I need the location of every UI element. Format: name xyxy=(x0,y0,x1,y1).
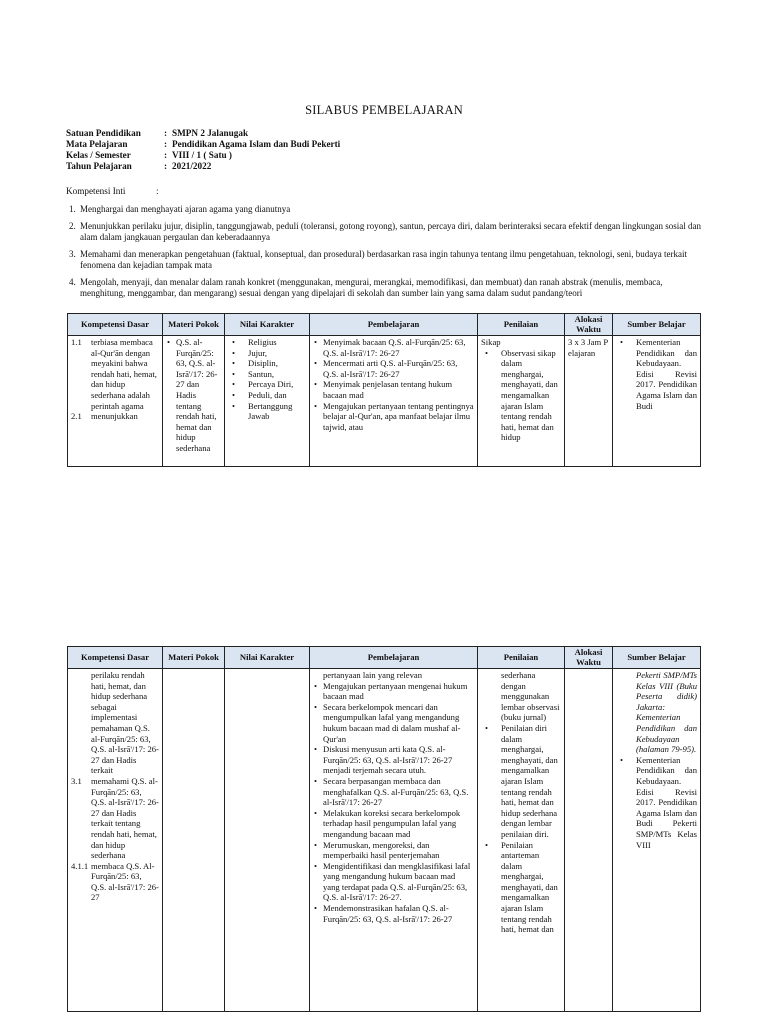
nilai-item: • Jujur, xyxy=(228,348,306,359)
pembelajaran-item: • Secara berpasangan membaca dan menghafalkan Q.S. al-Furqān/25: 63, Q.S. al-Isrā'/17: 26-27 xyxy=(313,776,474,808)
pembelajaran-item: • Mencermati arti Q.S. al-Furqān/25: 63, Q.S. al-Isrā'/17: 26-27 xyxy=(313,358,474,379)
cell-materi-pokok xyxy=(163,336,225,467)
header-alokasi-waktu: Alokasi Waktu xyxy=(565,314,613,336)
header-penilaian: Penilaian xyxy=(478,314,565,336)
kd-continuation: perilaku rendah hati, hemat, dan hidup sederhana sebagai implementasi pemahaman Q.S. al-Furqān/25: 63, Q.S. al-Isrā'/17: 26-27 dan Hadis terkait xyxy=(91,670,159,776)
ki-item: 2. Menunjukkan perilaku jujur, disiplin, tanggungjawab, peduli (toleransi, gotong royong), santun, percaya diri, dalam berinteraksi secara efektif dengan lingkungan sosial dan alam dalam jangkauan pergaulan dan keberadaannya xyxy=(69,220,701,242)
cell-pembelajaran xyxy=(310,669,478,1012)
ki-list xyxy=(66,204,706,305)
header-sumber-belajar: Sumber Belajar xyxy=(613,647,701,669)
nilai-item: • Peduli, dan xyxy=(228,390,306,401)
cell-alokasi-waktu xyxy=(565,669,613,1012)
alokasi-value: 3 x 3 Jam Pelajaran xyxy=(568,337,609,358)
header-penilaian: Penilaian xyxy=(478,647,565,669)
cell-kompetensi-dasar xyxy=(68,336,163,467)
nilai-item: • Bertanggung Jawab xyxy=(228,401,306,422)
table-row xyxy=(68,336,701,467)
cell-nilai-karakter xyxy=(225,336,310,467)
cell-penilaian xyxy=(478,669,565,1012)
pembelajaran-item: • Melakukan koreksi secara berkelompok terhadap hasil pengumpulan lafal yang mengandung bacaan mad xyxy=(313,808,474,840)
header-nilai-karakter: Nilai Karakter xyxy=(225,314,310,336)
sumber-continuation: Pekerti SMP/MTs Kelas VIII (Buku Peserta didik) Jakarta: Kementerian Pendidikan dan Kebudayaan (halaman 79-95). xyxy=(636,670,697,755)
meta-row: Tahun Pelajaran : 2021/2022 xyxy=(66,161,212,171)
ki-item: 3. Memahami dan menerapkan pengetahuan (faktual, konseptual, dan prosedural) berdasarkan rasa ingin tahunya tentang ilmu pengetahuan, teknologi, seni, budaya terkait fenomena dan kejadian tampak mata xyxy=(69,248,688,270)
cell-nilai-karakter xyxy=(225,669,310,1012)
nilai-item: • Percaya Diri, xyxy=(228,379,306,390)
nilai-item: • Religius xyxy=(228,337,306,348)
materi-item: • Q.S. al-Furqān/25: 63, Q.S. al-Isrā'/17: 26-27 dan Hadis tentang rendah hati, hemat dan hidup sederhana xyxy=(166,337,221,454)
sumber-item: • Kementerian Pendidikan dan Kebudayaan. Edisi Revisi 2017. Pendidikan Agama Islam dan Budi Pekerti SMP/MTs Kelas VIII xyxy=(616,755,697,850)
pembelajaran-item: • Merumuskan, mengoreksi, dan memperbaiki hasil penterjemahan xyxy=(313,840,474,861)
kd-item: 3.1 memahami Q.S. al-Furqān/25: 63, Q.S. al-Isrā'/17: 26-27 dan Hadis terkait tentang rendah hati, hemat, dan hidup sederhana xyxy=(71,775,159,861)
penilaian-item: • Penilaian diri dalam menghargai, menghayati, dan mengamalkan ajaran Islam tentang rendah hati, hemat dan hidup sederhana dengan lembar penilaian diri. xyxy=(481,723,561,840)
meta-row: Satuan Pendidikan : SMPN 2 Jalanugak xyxy=(66,128,249,138)
page-title: SILABUS PEMBELAJARAN xyxy=(305,103,463,117)
kd-item: 1.1 terbiasa membaca al-Qur'ān dengan meyakini bahwa rendah hati, hemat, dan hidup sederhana adalah perintah agama xyxy=(71,337,157,411)
kd-item: 4.1.1 membaca Q.S. Al-Furqān/25: 63, Q.S. al-Isrā'/17: 26-27 xyxy=(71,860,159,903)
header-pembelajaran: Pembelajaran xyxy=(310,314,478,336)
pembelajaran-item: • Secara berkelompok mencari dan mengumpulkan lafal yang mengandung hukum bacaan mad di dalam mushaf al-Qur'an xyxy=(313,702,474,744)
cell-kompetensi-dasar xyxy=(68,669,163,1012)
header-materi-pokok: Materi Pokok xyxy=(163,314,225,336)
table-header-row xyxy=(68,314,701,336)
identity-block xyxy=(66,128,340,172)
header-pembelajaran: Pembelajaran xyxy=(310,647,478,669)
meta-row: Kelas / Semester : VIII / 1 ( Satu ) xyxy=(66,150,232,160)
cell-materi-pokok xyxy=(163,669,225,1012)
cell-penilaian xyxy=(478,336,565,467)
pembelajaran-item: • Mengajukan pertanyaan tentang pentingnya belajar al-Qur'an, apa manfaat belajar ilmu tajwid, atau xyxy=(313,401,474,433)
ki-item: 1. Menghargai dan menghayati ajaran agama yang dianutnya xyxy=(69,204,291,214)
cell-sumber-belajar xyxy=(613,669,701,1012)
ki-heading: Kompetensi Inti : xyxy=(66,186,159,196)
pembelajaran-item: • Menyimak bacaan Q.S. al-Furqān/25: 63, Q.S. al-Isrā'/17: 26-27 xyxy=(313,337,474,358)
pembelajaran-continuation: pertanyaan lain yang relevan xyxy=(323,670,423,680)
ki-item: 4. Mengolah, menyaji, dan menalar dalam ranah konkret (menggunakan, mengurai, merangkai, memodifikasi, dan membuat) dan ranah abstrak (menulis, membaca, menghitung, menggambar, dan mengarang) sesuai dengan yang dipelajari di sekolah dan sumber lain yang sama dalam sudut pandang/teori xyxy=(69,276,663,298)
header-materi-pokok: Materi Pokok xyxy=(163,647,225,669)
cell-pembelajaran xyxy=(310,336,478,467)
cell-alokasi-waktu xyxy=(565,336,613,467)
pembelajaran-item: • Mengajukan pertanyaan mengenai hukum bacaan mad xyxy=(313,681,474,702)
penilaian-continuation: sederhana dengan menggunakan lembar observasi (buku jurnal) xyxy=(501,670,560,723)
nilai-item: • Disiplin, xyxy=(228,358,306,369)
table-header-row xyxy=(68,647,701,669)
header-nilai-karakter: Nilai Karakter xyxy=(225,647,310,669)
pembelajaran-item: • Diskusi menyusun arti kata Q.S. al-Furqān/25: 63, Q.S. al-Isrā'/17: 26-27 menjadi terjemah secara utuh. xyxy=(313,744,474,776)
pembelajaran-item: • Mendemonstrasikan hafalan Q.S. al-Furqān/25: 63, Q.S. al-Isrā'/17: 26-27 xyxy=(313,903,474,924)
penilaian-heading: Sikap xyxy=(481,337,501,347)
table-row xyxy=(68,669,701,1012)
syllabus-table-page1 xyxy=(67,313,701,467)
pembelajaran-item: • Menyimak penjelasan tentang hukum bacaan mad xyxy=(313,379,474,400)
sumber-item: • Kementerian Pendidikan dan Kebudayaan. Edisi Revisi 2017. Pendidikan Agama Islam dan Budi xyxy=(616,337,697,411)
header-kompetensi-dasar: Kompetensi Dasar xyxy=(68,647,163,669)
header-alokasi-waktu: Alokasi Waktu xyxy=(565,647,613,669)
kd-item: 2.1 menunjukkan xyxy=(71,411,138,422)
penilaian-item: • Penilaian antarteman dalam menghargai, menghayati, dan mengamalkan ajaran Islam tentang rendah hati, hemat dan xyxy=(481,840,561,935)
syllabus-table-page2 xyxy=(67,646,701,1012)
meta-row: Mata Pelajaran : Pendidikan Agama Islam dan Budi Pekerti xyxy=(66,139,341,149)
penilaian-item: • Observasi sikap dalam menghargai, menghayati, dan mengamalkan ajaran Islam tentang rendah hati, hemat dan hidup xyxy=(481,348,561,443)
header-sumber-belajar: Sumber Belajar xyxy=(613,314,701,336)
pembelajaran-item: • Mengidentifikasi dan mengklasifikasi lafal yang mengandung hukum bacaan mad yang terdapat pada Q.S. al-Furqān/25: 63, Q.S. al-Isrā'/17: 26-27. xyxy=(313,861,474,903)
cell-sumber-belajar xyxy=(613,336,701,467)
header-kompetensi-dasar: Kompetensi Dasar xyxy=(68,314,163,336)
nilai-item: • Santun, xyxy=(228,369,306,380)
